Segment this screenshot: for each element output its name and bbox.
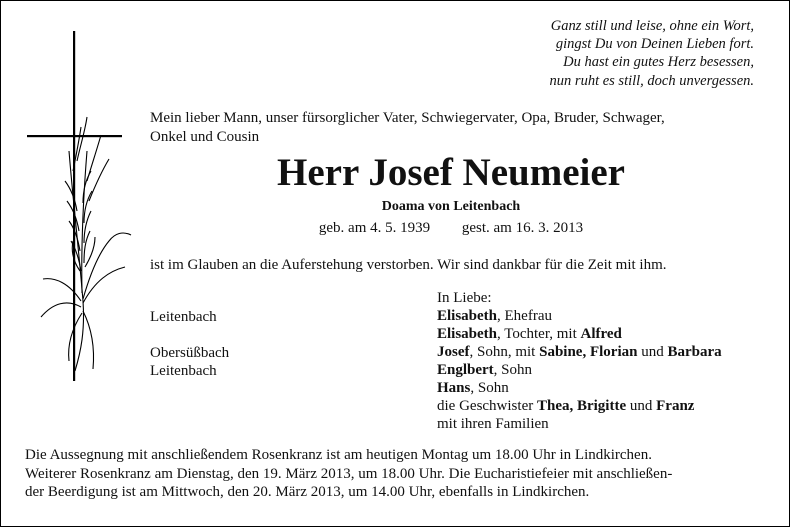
faith-statement: ist im Glauben an die Auferstehung verstorben. Wir sind dankbar für die Zeit mit ihm. [150, 257, 667, 273]
poem-line: nun ruht es still, doch unvergessen. [549, 72, 754, 89]
poem-line: Ganz still und leise, ohne ein Wort, [550, 18, 754, 34]
mourner-entry: Josef, Sohn, mit Sabine, Florian und Barbara [437, 344, 722, 360]
funeral-line: der Beerdigung ist am Mittwoch, den 20. März 2013, um 14.00 Uhr, ebenfalls in Lindkirchen. [25, 484, 590, 500]
poem-line: Du hast ein gutes Herz besessen, [563, 54, 754, 71]
intro-line: Onkel und Cousin [150, 128, 260, 145]
mourner-entry: Elisabeth, Tochter, mit Alfred [437, 326, 622, 342]
mourner-entry: die Geschwister Thea, Brigitte und Franz [437, 398, 695, 414]
place: Leitenbach [150, 363, 217, 379]
places-column [150, 308, 229, 380]
life-dates [1, 220, 790, 237]
poem-line: gingst Du von Deinen Lieben fort. [555, 36, 754, 53]
in-liebe-label: In Liebe: [437, 290, 492, 306]
funeral-line: Weiterer Rosenkranz am Dienstag, den 19. März 2013, um 18.00 Uhr. Die Eucharistiefeier mit anschließen- [25, 465, 673, 482]
mourners-list [437, 289, 722, 433]
mourner-entry: Hans, Sohn [437, 380, 509, 396]
place: Obersüßbach [150, 345, 230, 361]
deceased-name: Herr Josef Neumeier [277, 151, 625, 194]
intro-line: Mein lieber Mann, unser fürsorglicher Vater, Schwiegervater, Opa, Bruder, Schwager, [150, 110, 665, 126]
deceased-nickname: Doama von Leitenbach [381, 199, 521, 214]
funeral-details [25, 446, 775, 502]
intro-text [150, 109, 760, 146]
mourner-entry: Elisabeth, Ehefrau [437, 308, 552, 324]
funeral-line: Die Aussegnung mit anschließendem Rosenkranz ist am heutigen Montag um 18.00 Uhr in Lindkirchen. [25, 447, 652, 463]
place: Leitenbach [150, 309, 217, 325]
mourner-entry: mit ihren Familien [437, 416, 549, 432]
death-date: gest. am 16. 3. 2013 [461, 220, 584, 236]
mourner-entry: Englbert, Sohn [437, 362, 533, 378]
place [150, 326, 229, 344]
birth-date: geb. am 4. 5. 1939 [318, 220, 431, 236]
